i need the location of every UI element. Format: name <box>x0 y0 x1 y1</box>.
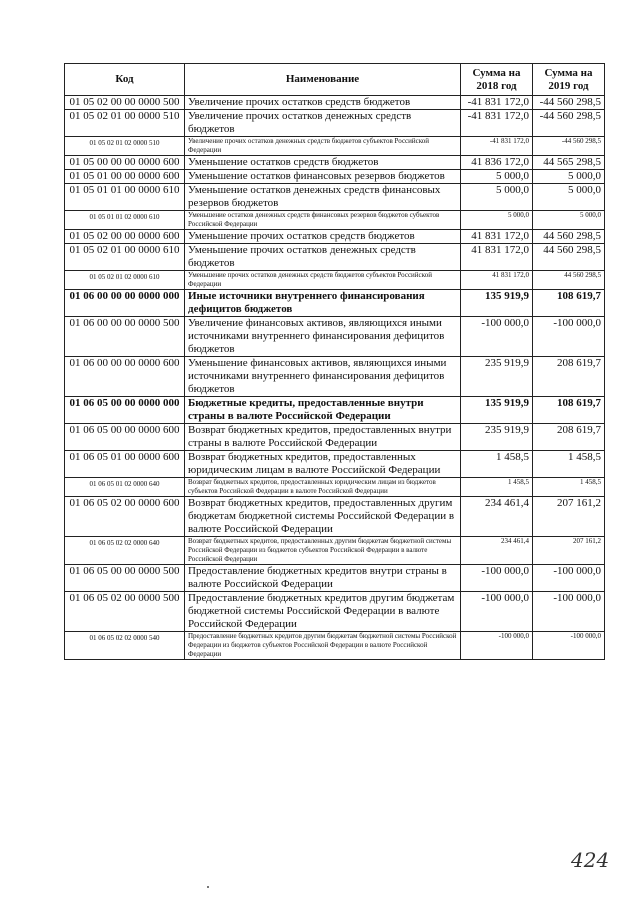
budget-sources-table <box>64 63 605 660</box>
row-code: 01 05 02 01 00 0000 510 <box>65 110 185 137</box>
row-sum-2018: 5 000,0 <box>461 170 533 184</box>
row-name: Предоставление бюджетных кредитов другим бюджетам бюджетной системы Российской Федерации в валюте Российской Федерации <box>185 592 461 632</box>
row-sum-2019: -100 000,0 <box>533 565 605 592</box>
row-sum-2018: 234 461,4 <box>461 497 533 537</box>
row-name: Возврат бюджетных кредитов, предоставленных внутри страны в валюте Российской Федерации <box>185 424 461 451</box>
row-name: Увеличение прочих остатков денежных средств бюджетов субъектов Российской Федерации <box>185 137 461 156</box>
row-sum-2019: -100 000,0 <box>533 317 605 357</box>
table-row <box>65 96 605 110</box>
row-sum-2018: -100 000,0 <box>461 317 533 357</box>
row-code: 01 06 05 02 02 0000 540 <box>65 632 185 660</box>
row-name: Увеличение финансовых активов, являющихся иными источниками внутреннего финансирования дефицитов бюджетов <box>185 317 461 357</box>
row-code: 01 06 05 02 02 0000 640 <box>65 537 185 565</box>
row-sum-2018: 1 458,5 <box>461 451 533 478</box>
row-code: 01 05 01 00 00 0000 600 <box>65 170 185 184</box>
row-name: Предоставление бюджетных кредитов внутри страны в валюте Российской Федерации <box>185 565 461 592</box>
table-row <box>65 110 605 137</box>
row-sum-2018: 41 831 172,0 <box>461 271 533 290</box>
row-sum-2018: 135 919,9 <box>461 397 533 424</box>
row-name: Уменьшение остатков средств бюджетов <box>185 156 461 170</box>
table-row <box>65 290 605 317</box>
row-name: Возврат бюджетных кредитов, предоставленных другим бюджетам бюджетной системы Российской Федерации в валюте Российской Федерации <box>185 497 461 537</box>
row-code: 01 06 00 00 00 0000 000 <box>65 290 185 317</box>
row-name: Возврат бюджетных кредитов, предоставленных юридическим лицам из бюджетов субъектов Российской Федерации в валюте Российской Федерации <box>185 478 461 497</box>
row-sum-2019: 44 565 298,5 <box>533 156 605 170</box>
row-code: 01 05 01 01 00 0000 610 <box>65 184 185 211</box>
row-sum-2018: 135 919,9 <box>461 290 533 317</box>
row-sum-2019: -100 000,0 <box>533 592 605 632</box>
table-row <box>65 537 605 565</box>
row-sum-2018: 5 000,0 <box>461 184 533 211</box>
table-row <box>65 397 605 424</box>
row-name: Предоставление бюджетных кредитов другим бюджетам бюджетной системы Российской Федерации из бюджетов субъектов Российской Федерации в валюте Российской Федерации <box>185 632 461 660</box>
row-sum-2018: 1 458,5 <box>461 478 533 497</box>
row-sum-2019: 108 619,7 <box>533 397 605 424</box>
row-sum-2019: 1 458,5 <box>533 451 605 478</box>
row-name: Возврат бюджетных кредитов, предоставленных юридическим лицам в валюте Российской Федерации <box>185 451 461 478</box>
header-name: Наименование <box>185 64 461 96</box>
row-name: Иные источники внутреннего финансирования дефицитов бюджетов <box>185 290 461 317</box>
row-sum-2019: 108 619,7 <box>533 290 605 317</box>
table-row <box>65 592 605 632</box>
row-sum-2018: 234 461,4 <box>461 537 533 565</box>
row-name: Увеличение прочих остатков средств бюджетов <box>185 96 461 110</box>
table-row <box>65 478 605 497</box>
row-sum-2018: 41 831 172,0 <box>461 230 533 244</box>
table-row <box>65 565 605 592</box>
row-sum-2019: 5 000,0 <box>533 170 605 184</box>
row-sum-2019: 1 458,5 <box>533 478 605 497</box>
scan-speck <box>207 886 209 888</box>
table-row <box>65 357 605 397</box>
row-code: 01 05 01 01 02 0000 610 <box>65 211 185 230</box>
table-row <box>65 156 605 170</box>
row-sum-2018: -100 000,0 <box>461 565 533 592</box>
row-name: Уменьшение прочих остатков средств бюджетов <box>185 230 461 244</box>
table-row <box>65 451 605 478</box>
row-sum-2019: 207 161,2 <box>533 497 605 537</box>
header-sum-2018: Сумма на 2018 год <box>461 64 533 96</box>
row-sum-2018: -100 000,0 <box>461 592 533 632</box>
table-row <box>65 211 605 230</box>
row-sum-2019: -44 560 298,5 <box>533 110 605 137</box>
row-name: Бюджетные кредиты, предоставленные внутри страны в валюте Российской Федерации <box>185 397 461 424</box>
row-code: 01 06 05 00 00 0000 500 <box>65 565 185 592</box>
table-row <box>65 497 605 537</box>
table-row <box>65 271 605 290</box>
row-name: Уменьшение остатков финансовых резервов бюджетов <box>185 170 461 184</box>
row-sum-2018: 235 919,9 <box>461 424 533 451</box>
row-code: 01 06 05 02 00 0000 500 <box>65 592 185 632</box>
row-name: Уменьшение остатков денежных средств финансовых резервов бюджетов <box>185 184 461 211</box>
row-sum-2019: 5 000,0 <box>533 211 605 230</box>
row-sum-2018: -100 000,0 <box>461 632 533 660</box>
table-row <box>65 244 605 271</box>
row-sum-2019: 44 560 298,5 <box>533 230 605 244</box>
row-sum-2018: -41 831 172,0 <box>461 110 533 137</box>
table-row <box>65 137 605 156</box>
row-sum-2018: -41 831 172,0 <box>461 137 533 156</box>
table-row <box>65 184 605 211</box>
table-header-row <box>65 64 605 96</box>
table-row <box>65 230 605 244</box>
row-code: 01 06 00 00 00 0000 600 <box>65 357 185 397</box>
row-code: 01 06 05 02 00 0000 600 <box>65 497 185 537</box>
handwritten-page-number: 424 <box>571 848 610 872</box>
row-sum-2019: 208 619,7 <box>533 424 605 451</box>
row-name: Уменьшение прочих остатков денежных средств бюджетов субъектов Российской Федерации <box>185 271 461 290</box>
row-sum-2019: -44 560 298,5 <box>533 96 605 110</box>
row-code: 01 05 02 01 02 0000 510 <box>65 137 185 156</box>
row-code: 01 05 02 00 00 0000 600 <box>65 230 185 244</box>
row-sum-2019: 5 000,0 <box>533 184 605 211</box>
row-name: Уменьшение прочих остатков денежных средств бюджетов <box>185 244 461 271</box>
row-name: Возврат бюджетных кредитов, предоставленных другим бюджетам бюджетной системы Российской Федерации из бюджетов субъектов Российской Федерации в валюте Российской Федерации <box>185 537 461 565</box>
row-sum-2019: 44 560 298,5 <box>533 271 605 290</box>
row-sum-2019: 208 619,7 <box>533 357 605 397</box>
row-code: 01 06 05 01 00 0000 600 <box>65 451 185 478</box>
row-sum-2019: -100 000,0 <box>533 632 605 660</box>
header-code: Код <box>65 64 185 96</box>
row-code: 01 05 02 00 00 0000 500 <box>65 96 185 110</box>
row-sum-2018: 41 831 172,0 <box>461 244 533 271</box>
row-sum-2019: -44 560 298,5 <box>533 137 605 156</box>
row-code: 01 06 05 00 00 0000 600 <box>65 424 185 451</box>
row-sum-2018: 235 919,9 <box>461 357 533 397</box>
row-code: 01 06 05 00 00 0000 000 <box>65 397 185 424</box>
row-code: 01 06 00 00 00 0000 500 <box>65 317 185 357</box>
table-row <box>65 424 605 451</box>
row-name: Уменьшение остатков денежных средств финансовых резервов бюджетов субъектов Российской Федерации <box>185 211 461 230</box>
row-code: 01 06 05 01 02 0000 640 <box>65 478 185 497</box>
table-row <box>65 170 605 184</box>
table-row <box>65 317 605 357</box>
row-sum-2019: 207 161,2 <box>533 537 605 565</box>
row-name: Уменьшение финансовых активов, являющихся иными источниками внутреннего финансирования дефицитов бюджетов <box>185 357 461 397</box>
row-sum-2018: 5 000,0 <box>461 211 533 230</box>
table-body <box>65 96 605 660</box>
header-sum-2019: Сумма на 2019 год <box>533 64 605 96</box>
row-code: 01 05 02 01 00 0000 610 <box>65 244 185 271</box>
table-row <box>65 632 605 660</box>
row-code: 01 05 02 01 02 0000 610 <box>65 271 185 290</box>
row-sum-2019: 44 560 298,5 <box>533 244 605 271</box>
row-code: 01 05 00 00 00 0000 600 <box>65 156 185 170</box>
row-name: Увеличение прочих остатков денежных средств бюджетов <box>185 110 461 137</box>
row-sum-2018: 41 836 172,0 <box>461 156 533 170</box>
row-sum-2018: -41 831 172,0 <box>461 96 533 110</box>
